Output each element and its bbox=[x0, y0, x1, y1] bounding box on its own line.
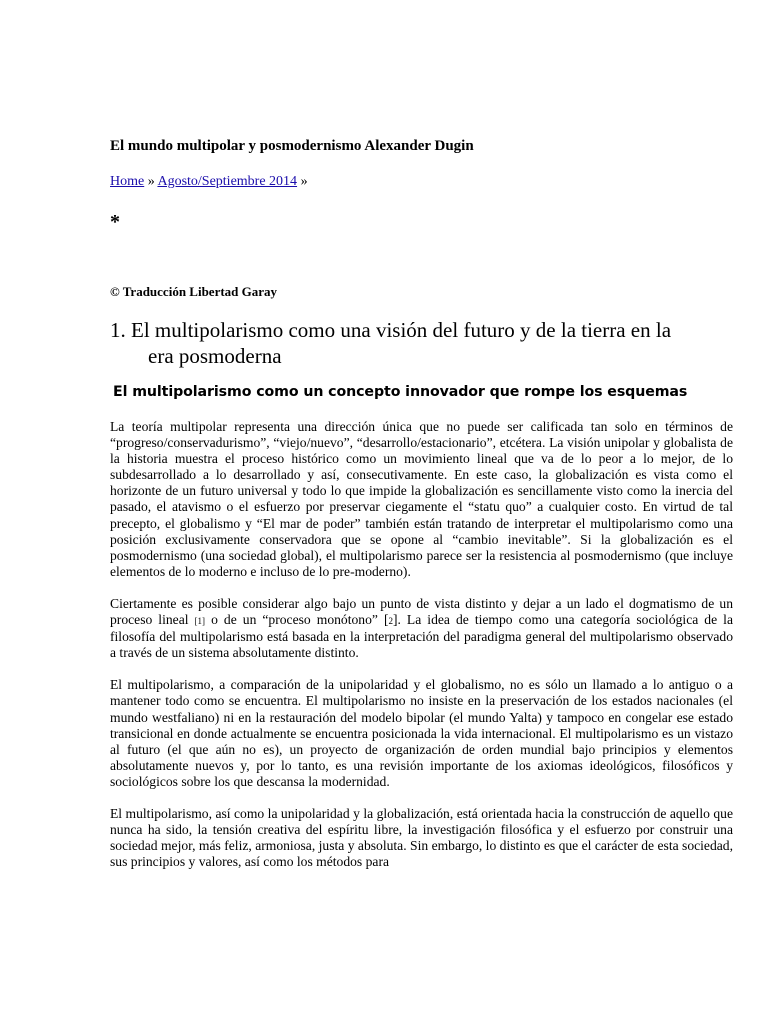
paragraph-text: Ciertamente es posible considerar algo bajo un punto de vista distinto y dejar a un lado el dogmatismo de un proceso lineal bbox=[110, 595, 733, 628]
breadcrumb-separator: » bbox=[144, 174, 158, 189]
document-title: El mundo multipolar y posmodernismo Alexander Dugin bbox=[110, 138, 474, 154]
section-heading bbox=[110, 317, 733, 369]
paragraph: El multipolarismo, a comparación de la unipolaridad y el globalismo, no es sólo un llamado a lo antiguo o a mantener todo como se encuentra. El multipolarismo no insiste en la preservación de los estados nacionales (el mundo westfaliano) ni en la restauración del modelo bipolar (el mundo Yalta) y tampoco en congelar ese estado transicional en donde actualmente se encuentra posicionada la vida internacional. El multipolarismo es un vistazo al futuro (el que aún no es), un proyecto de organización de orden mundial bajo principios y elementos absolutamente nuevos y, por lo tanto, es una revisión importante de los axiomas ideológicos, filosóficos y sociológicos sobre los que descansa la modernidad. bbox=[110, 677, 733, 789]
translation-credit: © Traducción Libertad Garay bbox=[110, 284, 278, 299]
breadcrumb-separator: » bbox=[297, 174, 308, 189]
footnote-ref-link[interactable]: [1] bbox=[194, 616, 206, 627]
section-heading-line-2: era posmoderna bbox=[148, 344, 282, 368]
footnote-ref-link[interactable]: 2 bbox=[388, 616, 393, 627]
paragraph-text: o de un “proceso monótono” [ bbox=[205, 612, 389, 628]
subsection-heading: El multipolarismo como un concepto innovador que rompe los esquemas bbox=[113, 384, 688, 400]
body-text bbox=[110, 419, 733, 886]
breadcrumb-home-link[interactable]: Home bbox=[110, 174, 145, 189]
paragraph bbox=[110, 596, 733, 661]
paragraph-text: ]. La idea de tiempo como una categoría sociológica de la filosofía del multipolarismo está basada en la interpretación del paradigma general del multipolarismo observado a través de un sistema absolutamente distinto. bbox=[110, 612, 733, 661]
paragraph: La teoría multipolar representa una dirección única que no puede ser calificada tan solo en términos de “progreso/conservadurismo”, “viejo/nuevo”, “desarrollo/estacionario”, etcétera. La visión unipolar y globalista de la historia muestra el proceso histórico como un movimiento lineal que va de lo peor a lo mejor, de lo subdesarrollado a lo desarrollado y así, consecutivamente. En este caso, la globalización es vista como el horizonte de un futuro universal y todo lo que impide la globalización es sencillamente visto como la inercia del pasado, el atavismo o el esfuerzo por preservar ciegamente el “statu quo” a cualquier costo. En virtud de tal precepto, el globalismo y “El mar de poder” también están tratando de interpretar el multipolarismo como una posición exclusivamente conservadora que se opone al “cambio inevitable”. Si la globalización es el posmodernismo (una sociedad global), el multipolarismo parece ser la resistencia al posmodernismo (que incluye elementos de lo moderno e incluso de lo pre-moderno). bbox=[110, 419, 733, 579]
breadcrumb-issue-link[interactable]: Agosto/Septiembre 2014 bbox=[157, 174, 298, 189]
section-asterisk: * bbox=[110, 211, 120, 233]
breadcrumb bbox=[110, 174, 308, 190]
paragraph: El multipolarismo, así como la unipolaridad y la globalización, está orientada hacia la construcción de aquello que nunca ha sido, la tensión creativa del espíritu libre, la investigación filosófica y el esfuerzo por construir una sociedad mejor, más feliz, armoniosa, justa y absoluta. Sin embargo, lo distinto es que el carácter de esta sociedad, sus principios y valores, así como los métodos para bbox=[110, 805, 733, 870]
section-heading-line-1: 1. El multipolarismo como una visión del futuro y de la tierra en la bbox=[110, 318, 672, 342]
